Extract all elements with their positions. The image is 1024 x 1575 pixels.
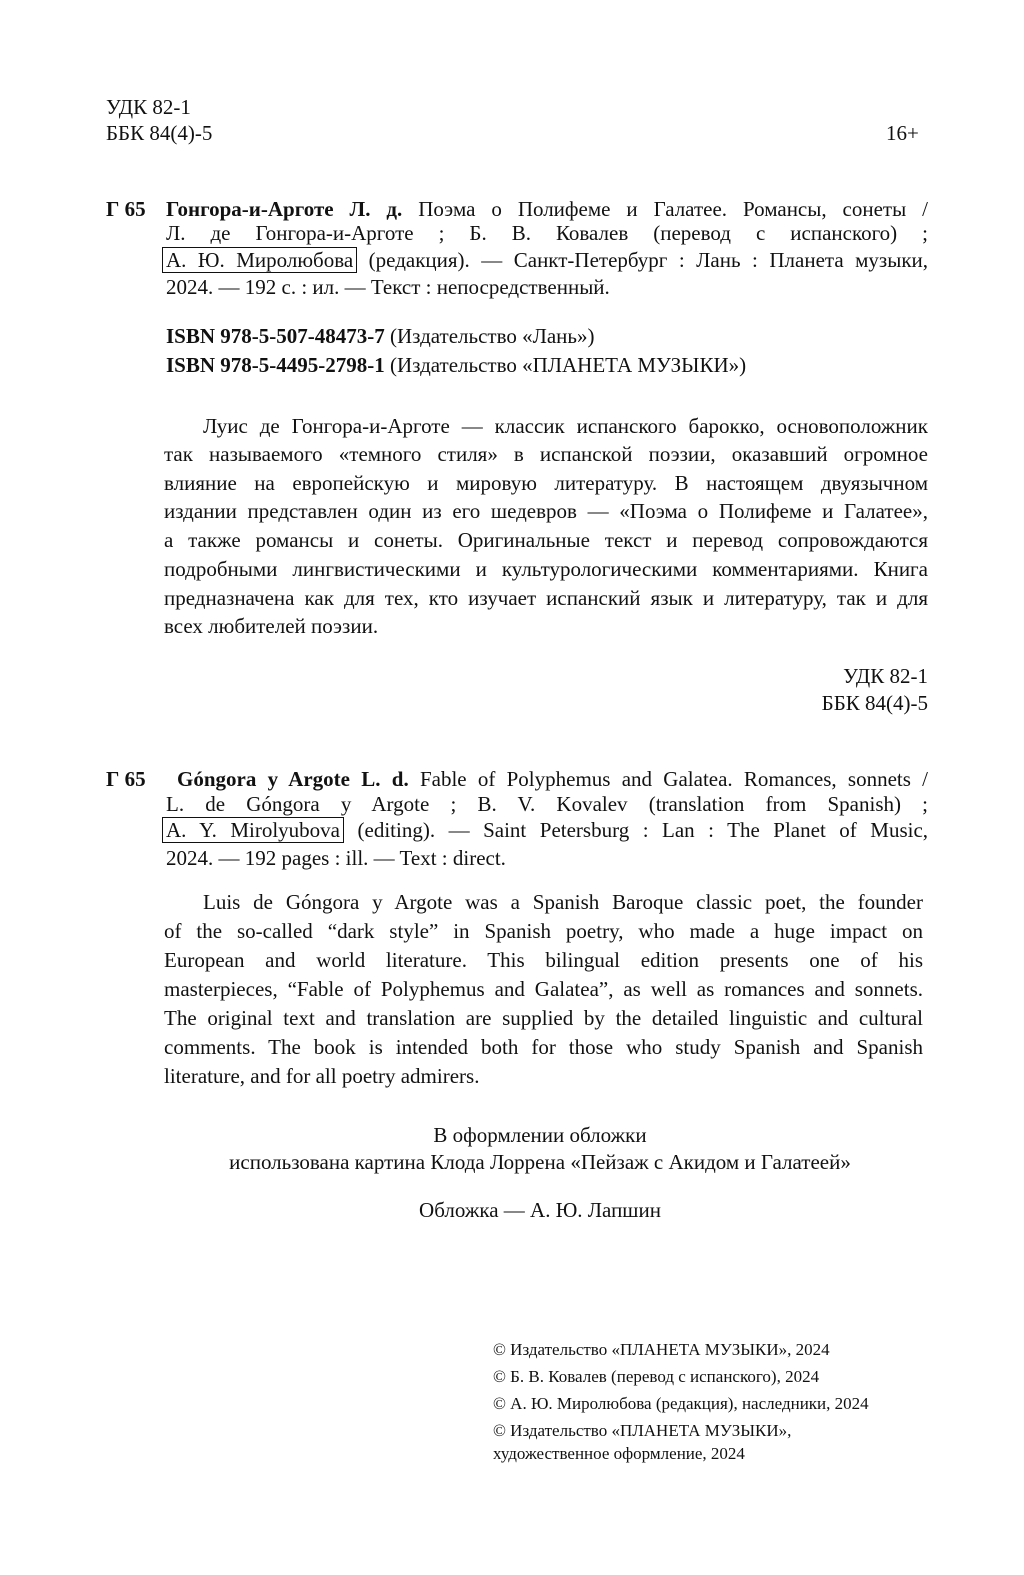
copyright-line: художественное оформление, 2024 [493, 1444, 745, 1463]
en-annotation-line: of the so-called “dark style” in Spanish poetry, who made a huge impact on [164, 919, 923, 943]
ru-annotation-line: всех любителей поэзии. [164, 614, 379, 638]
cover-credit-line-1: В оформлении обложки [433, 1123, 647, 1147]
footer-bbk: ББК 84(4)-5 [821, 691, 928, 715]
ru-record-line-3: А. Ю. Миролюбова (редакция). — Санкт-Петербург : Лань : Планета музыки, [162, 245, 928, 275]
udk-code: УДК 82-1 [106, 95, 191, 119]
ru-record-line-4: 2024. — 192 с. : ил. — Текст : непосредственный. [166, 275, 610, 299]
copyright-line: © Издательство «ПЛАНЕТА МУЗЫКИ», [493, 1421, 792, 1440]
en-record-line-2: L. de Góngora y Argote ; B. V. Kovalev (translation from Spanish) ; [166, 792, 928, 816]
en-annotation-line: The original text and translation are supplied by the detailed linguistic and cultural [164, 1006, 923, 1030]
ru-annotation-line: предназначена как для тех, кто изучает испанский язык и литературу, так и для [164, 586, 928, 610]
en-record-line-1: Góngora y Argote L. d. Fable of Polyphemus and Galatea. Romances, sonnets / [177, 767, 928, 791]
footer-udk: УДК 82-1 [843, 664, 928, 688]
copyright-line: © А. Ю. Миролюбова (редакция), наследники, 2024 [493, 1394, 869, 1413]
en-editor-box: A. Y. Mirolyubova [162, 817, 344, 843]
bbk-code: ББК 84(4)-5 [106, 121, 213, 145]
en-annotation-line: Luis de Góngora y Argote was a Spanish Baroque classic poet, the founder [203, 890, 923, 914]
cover-designer: Обложка — А. Ю. Лапшин [419, 1198, 661, 1222]
ru-record-line-1: Гонгора-и-Арготе Л. д. Поэма о Полифеме и Галатее. Романсы, сонеты / [166, 197, 928, 221]
en-annotation-line: masterpieces, “Fable of Polyphemus and Galatea”, as well as romances and sonnets. [164, 977, 923, 1001]
ru-annotation-line: подробными лингвистическими и культурологическими комментариями. Книга [164, 557, 928, 581]
ru-annotation-line: издании представлен один из его шедевров — «Поэма о Полифеме и Галатее», [164, 499, 928, 523]
isbn-line-2: ISBN 978-5-4495-2798-1 (Издательство «ПЛАНЕТА МУЗЫКИ») [166, 353, 747, 377]
en-annotation-line: European and world literature. This bilingual edition presents one of his [164, 948, 923, 972]
ru-annotation-line: а также романсы и сонеты. Оригинальные текст и перевод сопровождаются [164, 528, 928, 552]
isbn-line-1: ISBN 978-5-507-48473-7 (Издательство «Лань») [166, 324, 595, 348]
copyright-line: © Б. В. Ковалев (перевод с испанского), 2024 [493, 1367, 820, 1386]
ru-editor-box: А. Ю. Миролюбова [162, 247, 357, 273]
ru-record-line-2: Л. де Гонгора-и-Арготе ; Б. В. Ковалев (перевод с испанского) ; [166, 221, 928, 245]
age-rating: 16+ [886, 121, 919, 145]
ru-annotation-line: влияние на европейскую и мировую литературу. В настоящем двуязычном [164, 471, 928, 495]
en-record-index: Г 65 [106, 767, 146, 791]
en-annotation-line: comments. The book is intended both for those who study Spanish and Spanish [164, 1035, 923, 1059]
ru-annotation-line: Луис де Гонгора-и-Арготе — классик испанского барокко, основоположник [203, 414, 928, 438]
en-record-line-4: 2024. — 192 pages : ill. — Text : direct. [166, 846, 506, 870]
en-record-line-3: A. Y. Mirolyubova (editing). — Saint Petersburg : Lan : The Planet of Music, [162, 815, 928, 845]
copyright-line: © Издательство «ПЛАНЕТА МУЗЫКИ», 2024 [493, 1340, 830, 1359]
cover-credit-line-2: использована картина Клода Лоррена «Пейзаж с Акидом и Галатеей» [229, 1150, 851, 1174]
ru-record-index: Г 65 [106, 197, 146, 221]
ru-annotation-line: так называемого «темного стиля» в испанской поэзии, оказавший огромное [164, 442, 928, 466]
en-annotation-line: literature, and for all poetry admirers. [164, 1064, 480, 1088]
